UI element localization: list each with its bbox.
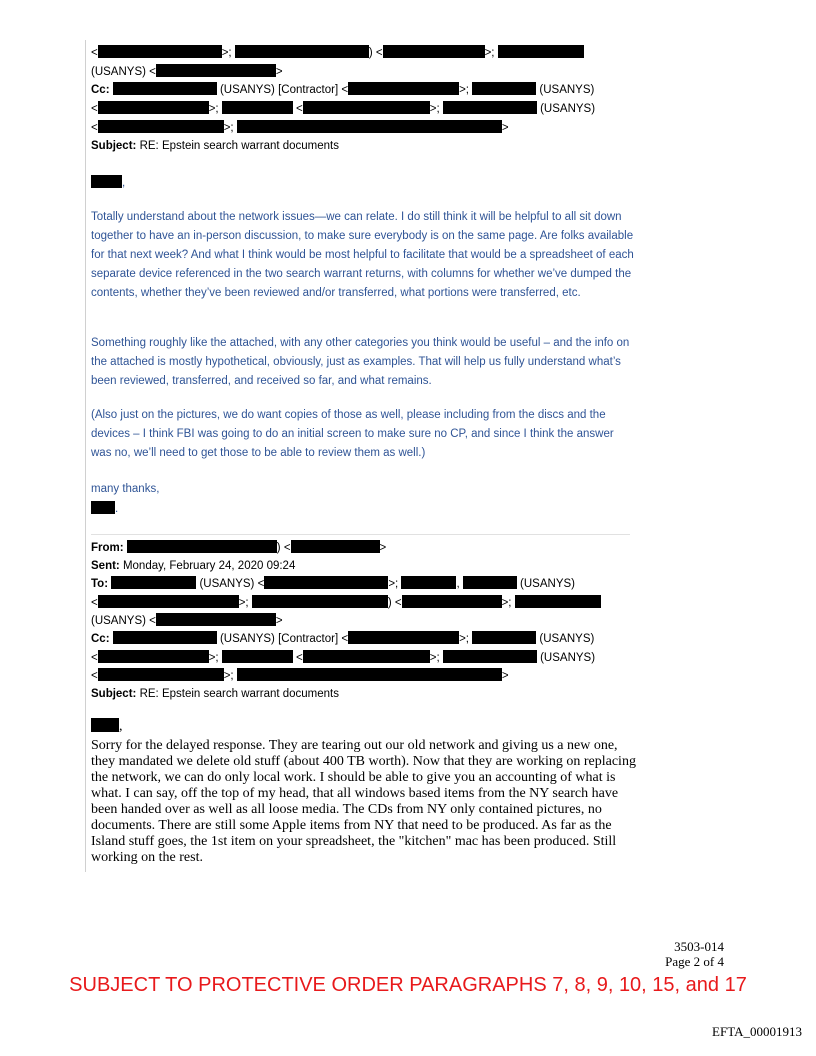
greeting <box>91 718 123 736</box>
redaction <box>498 45 584 58</box>
header-text: < <box>91 670 98 682</box>
cc-label: Cc: <box>91 633 110 645</box>
redaction <box>98 101 209 114</box>
header-text: > <box>501 670 509 682</box>
header-text: (USANYS) <box>540 103 596 115</box>
redaction <box>98 595 239 608</box>
body-paragraph: Totally understand about the network issues—we can relate. I do still think it will be helpful to all sit down together to have an in-person discussion, to make sure everybody is on the same page. Are folks available for that next week? And what I think would be most helpful to facilitate that would be a spreadsheet of each separate device referenced in the two search warrant returns, with columns for whether we’ve dumped the contents, whether they’ve been reviewed and/or transferred, what portions were transferred, etc. <box>91 211 634 299</box>
redaction <box>91 718 119 732</box>
redaction <box>472 631 536 644</box>
header-text: >; <box>459 633 469 645</box>
redaction <box>348 82 459 95</box>
from-line <box>91 540 386 557</box>
redaction <box>156 613 276 626</box>
header-text: (USANYS) < <box>199 578 265 590</box>
redaction <box>401 576 456 589</box>
signature-period: . <box>115 503 119 515</box>
recipients-line <box>91 120 509 137</box>
subject-label: Subject: <box>91 688 137 700</box>
recipients-line <box>91 613 283 630</box>
header-text: >; <box>388 578 399 590</box>
header-text: (USANYS) <box>540 652 596 664</box>
subject-line <box>91 686 339 703</box>
doc-number: 3503-014 <box>674 939 724 954</box>
redaction <box>91 501 115 514</box>
recipients-line <box>91 45 584 62</box>
header-text: , <box>456 578 460 590</box>
redaction <box>98 120 224 133</box>
sent-label: Sent: <box>91 560 120 572</box>
redaction <box>98 45 222 58</box>
redaction <box>98 650 209 663</box>
redaction <box>348 631 459 644</box>
redaction <box>472 82 536 95</box>
recipients-line <box>91 650 595 667</box>
subject-text: RE: Epstein search warrant documents <box>139 688 340 700</box>
closing: many thanks, <box>91 483 160 495</box>
redaction <box>156 64 276 77</box>
redaction <box>235 45 369 58</box>
redaction <box>443 650 537 663</box>
body-paragraph: Sorry for the delayed response. They are tearing out our old network and giving us a new one, they mandated we delete old stuff (about 400 TB worth). Now that they are working on replacing the network, we can do only local work. I should be able to give you an accounting of what is what. I can say, off the top of my head, that all windows based items from the NY search have been handed over as well as all loose media. The CDs from NY only contained pictures, no documents. There are still some Apple items from NY that need to be produced. As far as the Island stuff goes, the 1st item on your spreadsheet, the "kitchen" mac has been produced. Still working on the rest. <box>91 738 636 865</box>
header-text: >; <box>501 597 512 609</box>
header-text: (USANYS) [Contractor] < <box>219 633 349 645</box>
recipients-line <box>91 668 509 685</box>
header-text: ) < <box>387 597 402 609</box>
header-text: >; <box>429 652 440 664</box>
header-text: >; <box>459 84 469 96</box>
page-number: Page 2 of 4 <box>665 954 724 969</box>
header-text: >; <box>223 122 234 134</box>
to-line <box>91 576 575 593</box>
redaction <box>222 101 293 114</box>
cc-label: Cc: <box>91 84 110 96</box>
redaction <box>113 82 217 95</box>
subject-text: RE: Epstein search warrant documents <box>139 140 340 152</box>
redaction <box>98 668 224 681</box>
redaction <box>303 101 430 114</box>
redaction <box>237 120 502 133</box>
header-text: > <box>501 122 509 134</box>
subject-label: Subject: <box>91 140 137 152</box>
header-text: < <box>91 122 98 134</box>
redaction <box>264 576 388 589</box>
header-text: >; <box>429 103 440 115</box>
header-text: >; <box>221 47 232 59</box>
header-text: < <box>91 652 98 664</box>
body-paragraph: Something roughly like the attached, with any other categories you think would be useful – and the info on the attached is mostly hypothetical, obviously, just as examples. That will help us fully understand what’s been reviewed, transferred, and received so far, and what remains. <box>91 337 630 387</box>
sent-date: Monday, February 24, 2020 09:24 <box>122 560 296 572</box>
redaction <box>402 595 502 608</box>
greeting-comma: , <box>119 719 123 734</box>
header-text: >; <box>238 597 249 609</box>
protective-order-notice: SUBJECT TO PROTECTIVE ORDER PARAGRAPHS 7, 8, 9, 10, 15, and 17 <box>69 974 747 996</box>
header-text: (USANYS) [Contractor] < <box>219 84 349 96</box>
header-text: < <box>91 597 98 609</box>
header-text: > <box>379 542 387 554</box>
to-label: To: <box>91 578 109 590</box>
header-text: < <box>91 103 98 115</box>
sent-line <box>91 558 295 575</box>
recipients-line <box>91 101 595 118</box>
recipients-line <box>91 64 283 81</box>
header-text: >; <box>208 103 219 115</box>
redaction <box>252 595 388 608</box>
header-text: (USANYS) <box>520 578 575 590</box>
redaction <box>113 631 217 644</box>
header-text: (USANYS) <box>539 633 595 645</box>
from-label: From: <box>91 542 124 554</box>
redaction <box>127 540 277 553</box>
header-text: < <box>296 652 303 664</box>
redaction <box>303 650 430 663</box>
cc-line <box>91 82 594 99</box>
header-text: > <box>275 615 283 627</box>
header-text: >; <box>484 47 495 59</box>
redaction <box>291 540 380 553</box>
header-text: >; <box>223 670 234 682</box>
header-text: (USANYS) <box>539 84 595 96</box>
redaction <box>463 576 517 589</box>
bates-number: EFTA_00001913 <box>712 1024 802 1039</box>
redaction <box>237 668 502 681</box>
redaction <box>515 595 601 608</box>
redaction <box>222 650 293 663</box>
recipients-line <box>91 595 601 612</box>
signature <box>91 501 118 518</box>
cc-line <box>91 631 594 648</box>
header-text: < <box>91 47 98 59</box>
redaction <box>111 576 196 589</box>
header-text: ) < <box>276 542 291 554</box>
header-text: (USANYS) < <box>91 615 156 627</box>
header-text: (USANYS) < <box>91 66 156 78</box>
redaction <box>443 101 537 114</box>
subject-line <box>91 138 339 155</box>
redaction <box>91 175 122 188</box>
header-text: < <box>296 103 303 115</box>
quote-bar <box>85 40 86 872</box>
greeting <box>91 175 125 192</box>
redaction <box>383 45 485 58</box>
header-text: ) < <box>368 47 383 59</box>
header-text: > <box>275 66 283 78</box>
greeting-comma: , <box>122 177 126 189</box>
divider <box>91 534 630 535</box>
body-paragraph: (Also just on the pictures, we do want copies of those as well, please including from the discs and the devices – I think FBI was going to do an initial screen to make sure no CP, and since I think the answer was no, we’ll need to get those to be able to review them as well.) <box>91 409 614 459</box>
header-text: >; <box>208 652 219 664</box>
